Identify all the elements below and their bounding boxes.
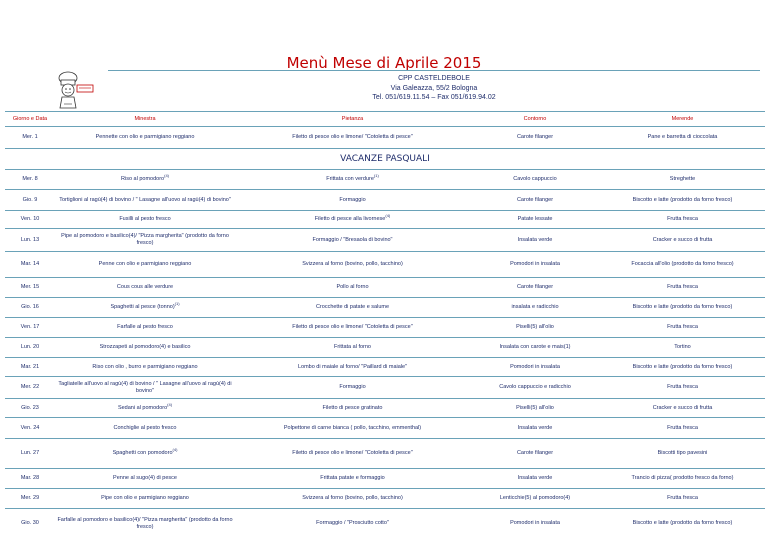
row-minestra: Fusilli al pesto fresco [55,211,235,229]
table-row [5,358,765,377]
row-minestra: Farfalle al pesto fresco [55,318,235,338]
row-merende: Biscotti tipo pavesini [600,439,765,469]
school-header [108,70,760,111]
row-pietanza: Filetto di pesce olio e limone/ "Cotoletta di pesce" [235,439,470,469]
row-day: Mar. 14 [5,252,55,278]
row-pietanza: Polpettone di carne bianca ( pollo, tacchino, emmenthal) [235,418,470,439]
menu-table [5,111,765,539]
row-minestra: Conchiglie al pesto fresco [55,418,235,439]
row-contorno: Carote filanger [470,127,600,149]
row-pietanza: Frittata al forno [235,338,470,358]
row-pietanza: Crocchette di patate e salume [235,298,470,318]
table-row [5,338,765,358]
row-merende: Biscotto e latte (prodotto da forno fresco) [600,298,765,318]
row-minestra: Tortiglioni al ragù(4) di bovino / " Lasagne all'uovo al ragù(4) di bovino" [55,190,235,211]
row-minestra: Strozzapeti al pomodoro(4) e basilico [55,338,235,358]
row-day: Gio. 30 [5,509,55,539]
table-row [5,509,765,539]
row-contorno: Insalata verde [470,418,600,439]
row-day: Mer. 1 [5,127,55,149]
row-minestra: Pipe al pomodoro e basilico(4)/ "Pizza margherita" (prodotto da forno fresco) [55,229,235,252]
row-merende: Frutta fresca [600,278,765,298]
row-minestra: Cous cous alle verdure [55,278,235,298]
row-pietanza: Lombo di maiale al forno/ "Paillard di maiale" [235,358,470,377]
table-row [5,377,765,399]
row-minestra: Penne al sugo(4) di pesce [55,469,235,489]
table-row [5,252,765,278]
row-pietanza: Formaggio [235,190,470,211]
row-merende: Tortino [600,338,765,358]
row-merende: Trancio di pizza( prodotto fresco da forno) [600,469,765,489]
table-row [5,399,765,418]
column-header-merende: Merende [600,112,765,127]
row-pietanza: Svizzera al forno (bovino, pollo, tacchino) [235,489,470,509]
row-minestra: Pipe con olio e parmigiano reggiano [55,489,235,509]
row-merende: Frutta fresca [600,489,765,509]
row-minestra: Riso con olio , burro e parmigiano reggiano [55,358,235,377]
column-header-pietanza: Pietanza [235,112,470,127]
table-row [5,469,765,489]
row-merende: Biscotto e latte (prodotto da forno fresco) [600,358,765,377]
row-contorno: Carote filanger [470,278,600,298]
table-header-row [5,112,765,127]
row-pietanza: Frittata patate e formaggio [235,469,470,489]
table-row [5,439,765,469]
table-row [5,229,765,252]
row-pietanza: Filetto di pesce olio e limone/ "Cotoletta di pesce" [235,318,470,338]
row-pietanza: Filetto di pesce alla livornese$^{(4)}$ [235,211,470,229]
row-day: Mar. 28 [5,469,55,489]
page-title: Menù Mese di Aprile 2015 [286,54,482,72]
row-day: Gio. 23 [5,399,55,418]
row-minestra: Tagliatelle all'uovo al ragù(4) di bovino / " Lasagne all'uovo al ragù(4) di bovino" [55,377,235,399]
row-contorno: Carote filanger [470,190,600,211]
vacation-row [5,149,765,170]
table-row [5,211,765,229]
table-row [5,489,765,509]
column-header-contorno: Contorno [470,112,600,127]
table-row [5,127,765,149]
row-minestra: Spaghetti con pomodoro$^{(4)}$ [55,439,235,469]
row-minestra: Penne con olio e parmigiano reggiano [55,252,235,278]
row-contorno: Lenticchie(5) al pomodoro(4) [470,489,600,509]
row-pietanza: Filetto di pesce gratinato [235,399,470,418]
row-contorno: Carote filanger [470,439,600,469]
row-merende: Biscotto e latte (prodotto da forno fresco) [600,190,765,211]
row-pietanza: Formaggio [235,377,470,399]
school-address: Via Galeazza, 55/2 Bologna [390,84,478,92]
table-row [5,298,765,318]
row-contorno: Piselli(5) all'olio [470,318,600,338]
row-contorno: Pomodori in insalata [470,509,600,539]
row-minestra: Farfalle al pomodoro e basilico(4)/ "Pizza margherita" (prodotto da forno fresco) [55,509,235,539]
row-contorno: Insalata verde [470,469,600,489]
table-row [5,190,765,211]
row-day: Lun. 20 [5,338,55,358]
row-merende: Frutta fresca [600,318,765,338]
row-contorno: Pomodori in insalata [470,252,600,278]
column-header-day: Giorno e Data [5,112,55,127]
row-pietanza: Filetto di pesce olio e limone/ "Cotoletta di pesce" [235,127,470,149]
row-contorno: Pomodori in insalata [470,358,600,377]
row-contorno: Patate lessate [470,211,600,229]
column-header-minestra: Minestra [55,112,235,127]
row-contorno: Cavolo cappuccio [470,170,600,190]
row-merende: Pane e barretta di cioccolata [600,127,765,149]
row-pietanza: Formaggio / "Bresaola di bovino" [235,229,470,252]
row-day: Mer. 15 [5,278,55,298]
row-day: Lun. 27 [5,439,55,469]
row-merende: Frutta fresca [600,211,765,229]
row-contorno: Piselli(5) all'olio [470,399,600,418]
vacation-label: VACANZE PASQUALI [5,149,765,170]
row-day: Mar. 21 [5,358,55,377]
school-contacts: Tel. 051/619.11.54 – Fax 051/619.94.02 [372,94,496,101]
row-minestra: Pennette con olio e parmigiano reggiano [55,127,235,149]
school-name: CPP CASTELDEBOLE [398,75,470,82]
row-minestra: Spaghetti al pesce (tonno)$^{(1)}$ [55,298,235,318]
row-merende: Cracker e succo di frutta [600,399,765,418]
table-row [5,170,765,190]
row-contorno: Cavolo cappuccio e radicchio [470,377,600,399]
table-row [5,318,765,338]
row-day: Ven. 17 [5,318,55,338]
table-row [5,418,765,439]
row-day: Gio. 16 [5,298,55,318]
row-day: Mer. 22 [5,377,55,399]
row-pietanza: Formaggio / "Prosciutto cotto" [235,509,470,539]
row-merende: Streghette [600,170,765,190]
row-day: Gio. 9 [5,190,55,211]
row-merende: Frutta fresca [600,418,765,439]
chef-logo [50,70,100,110]
row-contorno: Insalata con carote e mais(1) [470,338,600,358]
row-pietanza: Pollo al forno [235,278,470,298]
row-day: Lun. 13 [5,229,55,252]
row-pietanza: Frittata con verdure$^{(1)}$ [235,170,470,190]
row-minestra: Riso al pomodoro$^{(4)}$ [55,170,235,190]
row-day: Ven. 10 [5,211,55,229]
row-day: Mer. 8 [5,170,55,190]
row-day: Ven. 24 [5,418,55,439]
row-merende: Frutta fresca [600,377,765,399]
row-contorno: insalata e radicchio [470,298,600,318]
table-row [5,278,765,298]
row-merende: Biscotto e latte (prodotto da forno fresco) [600,509,765,539]
row-contorno: Insalata verde [470,229,600,252]
row-day: Mer. 29 [5,489,55,509]
row-pietanza: Svizzera al forno (bovino, pollo, tacchino) [235,252,470,278]
row-minestra: Sedani al pomodoro$^{(4)}$ [55,399,235,418]
row-merende: Focaccia all'olio (prodotto da forno fresco) [600,252,765,278]
row-merende: Cracker e succo di frutta [600,229,765,252]
